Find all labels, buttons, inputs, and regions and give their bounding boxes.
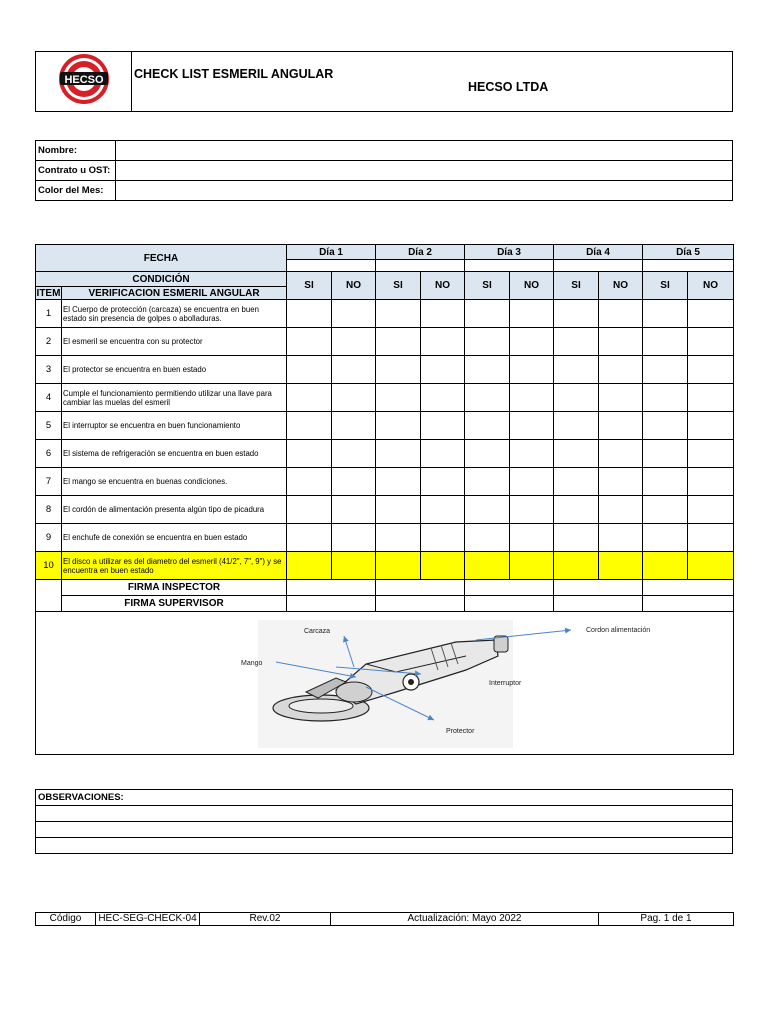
- no-header: NO: [599, 272, 643, 300]
- item-text: El interruptor se encuentra en buen funcionamiento: [62, 412, 287, 440]
- item-number: 4: [36, 384, 62, 412]
- check-cell[interactable]: [554, 328, 599, 356]
- table-row: [36, 496, 734, 524]
- item-number: 7: [36, 468, 62, 496]
- firma-inspector-label: FIRMA INSPECTOR: [62, 580, 287, 596]
- date-cell[interactable]: [643, 260, 734, 272]
- check-cell[interactable]: [421, 300, 465, 328]
- check-cell[interactable]: [465, 328, 510, 356]
- carcaza-label: Carcaza: [304, 628, 331, 635]
- check-cell[interactable]: [599, 328, 643, 356]
- check-cell[interactable]: [332, 524, 376, 552]
- check-cell[interactable]: [421, 328, 465, 356]
- contrato-field[interactable]: [116, 161, 733, 181]
- check-cell[interactable]: [332, 412, 376, 440]
- check-cell[interactable]: [510, 440, 554, 468]
- check-cell[interactable]: [287, 412, 332, 440]
- firma-cell[interactable]: [643, 580, 734, 596]
- item-number: 5: [36, 412, 62, 440]
- si-header: SI: [554, 272, 599, 300]
- check-cell[interactable]: [643, 440, 688, 468]
- check-cell[interactable]: [332, 552, 376, 580]
- check-cell[interactable]: [554, 552, 599, 580]
- si-header: SI: [287, 272, 332, 300]
- check-cell[interactable]: [688, 468, 734, 496]
- item-number: 8: [36, 496, 62, 524]
- firma-cell[interactable]: [554, 580, 643, 596]
- info-table: [35, 140, 733, 201]
- check-cell[interactable]: [421, 440, 465, 468]
- company-name: HECSO LTDA: [468, 80, 549, 94]
- check-cell[interactable]: [643, 328, 688, 356]
- check-cell[interactable]: [376, 496, 421, 524]
- check-cell[interactable]: [421, 496, 465, 524]
- table-row: [36, 328, 734, 356]
- angle-grinder-diagram: [36, 612, 732, 754]
- check-cell[interactable]: [287, 552, 332, 580]
- check-cell[interactable]: [421, 384, 465, 412]
- mango-label: Mango: [241, 660, 263, 667]
- check-cell[interactable]: [421, 552, 465, 580]
- check-cell[interactable]: [643, 468, 688, 496]
- check-cell[interactable]: [510, 300, 554, 328]
- check-cell[interactable]: [599, 384, 643, 412]
- check-cell[interactable]: [554, 496, 599, 524]
- info-label: Contrato u OST:: [36, 161, 116, 181]
- check-cell[interactable]: [376, 440, 421, 468]
- check-cell[interactable]: [376, 328, 421, 356]
- item-text: El esmeril se encuentra con su protector: [62, 328, 287, 356]
- check-cell[interactable]: [510, 496, 554, 524]
- checklist-table: [35, 244, 734, 755]
- check-cell[interactable]: [688, 328, 734, 356]
- observaciones-line[interactable]: [36, 822, 733, 838]
- check-cell[interactable]: [465, 356, 510, 384]
- si-header: SI: [465, 272, 510, 300]
- item-text: El cordón de alimentación presenta algún tipo de picadura: [62, 496, 287, 524]
- firma-cell[interactable]: [376, 580, 465, 596]
- observaciones-table: [35, 789, 733, 854]
- check-cell[interactable]: [510, 328, 554, 356]
- table-row: [36, 300, 734, 328]
- cordon-label: Cordon alimentación: [586, 627, 651, 634]
- check-cell[interactable]: [332, 468, 376, 496]
- check-cell[interactable]: [465, 412, 510, 440]
- actualizacion: Actualización: Mayo 2022: [331, 913, 599, 926]
- item-text: Cumple el funcionamiento permitiendo utilizar una llave para cambiar las muelas del esmeril: [62, 384, 287, 412]
- check-cell[interactable]: [554, 384, 599, 412]
- item-text: El protector se encuentra en buen estado: [62, 356, 287, 384]
- diagram-cell: [36, 612, 734, 755]
- check-cell[interactable]: [554, 356, 599, 384]
- info-label: Color del Mes:: [36, 181, 116, 201]
- check-cell[interactable]: [599, 356, 643, 384]
- no-header: NO: [332, 272, 376, 300]
- check-cell[interactable]: [688, 384, 734, 412]
- check-cell[interactable]: [688, 524, 734, 552]
- check-cell[interactable]: [376, 412, 421, 440]
- si-header: SI: [376, 272, 421, 300]
- check-cell[interactable]: [510, 356, 554, 384]
- no-header: NO: [421, 272, 465, 300]
- check-cell[interactable]: [465, 468, 510, 496]
- check-cell[interactable]: [332, 356, 376, 384]
- table-row: [36, 356, 734, 384]
- check-cell[interactable]: [643, 552, 688, 580]
- item-number: 10: [36, 552, 62, 580]
- table-row: [36, 468, 734, 496]
- firma-cell[interactable]: [287, 596, 376, 612]
- check-cell[interactable]: [287, 496, 332, 524]
- item-number: 9: [36, 524, 62, 552]
- check-cell[interactable]: [554, 300, 599, 328]
- check-cell[interactable]: [287, 300, 332, 328]
- firma-blank-cell: [36, 580, 62, 612]
- check-cell[interactable]: [287, 468, 332, 496]
- item-text: El mango se encuentra en buenas condiciones.: [62, 468, 287, 496]
- item-text: El enchufe de conexión se encuentra en buen estado: [62, 524, 287, 552]
- check-cell[interactable]: [421, 524, 465, 552]
- check-cell[interactable]: [643, 384, 688, 412]
- item-header: ITEM: [36, 287, 61, 299]
- check-cell[interactable]: [510, 412, 554, 440]
- firma-cell[interactable]: [465, 596, 554, 612]
- check-cell[interactable]: [332, 496, 376, 524]
- check-cell[interactable]: [599, 300, 643, 328]
- si-header: SI: [643, 272, 688, 300]
- info-label: Nombre:: [36, 141, 116, 161]
- nombre-field[interactable]: [116, 141, 733, 161]
- item-number: 2: [36, 328, 62, 356]
- check-cell[interactable]: [332, 440, 376, 468]
- observaciones-label: OBSERVACIONES:: [36, 790, 733, 806]
- check-cell[interactable]: [599, 524, 643, 552]
- info-row: [36, 181, 733, 201]
- check-cell[interactable]: [465, 440, 510, 468]
- document-footer: [35, 912, 734, 926]
- table-row: [36, 524, 734, 552]
- check-cell[interactable]: [376, 524, 421, 552]
- document-header: [35, 51, 733, 112]
- date-cell[interactable]: [287, 260, 376, 272]
- check-cell[interactable]: [599, 552, 643, 580]
- check-cell[interactable]: [332, 300, 376, 328]
- check-cell[interactable]: [287, 524, 332, 552]
- item-text: El sistema de refrigeración se encuentra en buen estado: [62, 440, 287, 468]
- date-cell[interactable]: [554, 260, 643, 272]
- check-cell[interactable]: [554, 440, 599, 468]
- check-cell[interactable]: [376, 468, 421, 496]
- protector-label: Protector: [446, 728, 475, 735]
- check-cell[interactable]: [332, 328, 376, 356]
- logo-cell: [36, 52, 132, 112]
- check-cell[interactable]: [554, 468, 599, 496]
- day-header: Día 1: [287, 245, 376, 260]
- check-cell[interactable]: [465, 524, 510, 552]
- check-cell[interactable]: [376, 300, 421, 328]
- item-text: El Cuerpo de protección (carcaza) se encuentra en buen estado sin presencia de golpes o abolladuras.: [62, 300, 287, 328]
- check-cell[interactable]: [688, 440, 734, 468]
- item-number: 3: [36, 356, 62, 384]
- document-title: CHECK LIST ESMERIL ANGULAR: [134, 67, 334, 81]
- check-cell[interactable]: [510, 384, 554, 412]
- check-cell[interactable]: [688, 552, 734, 580]
- day-header: Día 4: [554, 245, 643, 260]
- table-row: [36, 384, 734, 412]
- check-cell[interactable]: [643, 300, 688, 328]
- check-cell[interactable]: [287, 384, 332, 412]
- no-header: NO: [510, 272, 554, 300]
- check-cell[interactable]: [599, 412, 643, 440]
- firma-cell[interactable]: [554, 596, 643, 612]
- verificacion-header: VERIFICACION ESMERIL ANGULAR: [62, 287, 287, 300]
- item-text: El disco a utilizar es del diametro del esmeril (41/2", 7", 9") y se encuentra en buen estado: [62, 552, 287, 580]
- date-cell[interactable]: [376, 260, 465, 272]
- check-cell[interactable]: [421, 412, 465, 440]
- check-cell[interactable]: [421, 356, 465, 384]
- check-cell[interactable]: [554, 524, 599, 552]
- check-cell[interactable]: [643, 356, 688, 384]
- check-cell[interactable]: [287, 328, 332, 356]
- page-number: Pag. 1 de 1: [599, 913, 734, 926]
- firma-cell[interactable]: [376, 596, 465, 612]
- firma-cell[interactable]: [643, 596, 734, 612]
- check-cell[interactable]: [510, 468, 554, 496]
- table-row-highlighted: [36, 552, 734, 580]
- check-cell[interactable]: [465, 496, 510, 524]
- check-cell[interactable]: [465, 552, 510, 580]
- check-cell[interactable]: [376, 356, 421, 384]
- codigo-value: HEC-SEG-CHECK-04: [96, 913, 200, 926]
- day-header: Día 5: [643, 245, 734, 260]
- check-cell[interactable]: [554, 412, 599, 440]
- condicion-header: CONDICIÓN: [36, 272, 287, 287]
- color-mes-field[interactable]: [116, 181, 733, 201]
- logo-text: HECSO: [63, 74, 104, 86]
- firma-cell[interactable]: [287, 580, 376, 596]
- day-header: Día 2: [376, 245, 465, 260]
- check-cell[interactable]: [510, 552, 554, 580]
- codigo-label: Código: [36, 913, 96, 926]
- observaciones-line[interactable]: [36, 838, 733, 854]
- check-cell[interactable]: [510, 524, 554, 552]
- table-row: [36, 412, 734, 440]
- info-row: [36, 161, 733, 181]
- check-cell[interactable]: [599, 496, 643, 524]
- check-cell[interactable]: [287, 356, 332, 384]
- title-cell: [132, 52, 733, 112]
- check-cell[interactable]: [421, 468, 465, 496]
- check-cell[interactable]: [465, 300, 510, 328]
- info-row: [36, 141, 733, 161]
- check-cell[interactable]: [332, 384, 376, 412]
- check-cell[interactable]: [376, 552, 421, 580]
- day-header: Día 3: [465, 245, 554, 260]
- date-cell[interactable]: [465, 260, 554, 272]
- check-cell[interactable]: [643, 524, 688, 552]
- revision: Rev.02: [200, 913, 331, 926]
- check-cell[interactable]: [688, 356, 734, 384]
- fecha-header: FECHA: [36, 245, 287, 272]
- check-cell[interactable]: [688, 300, 734, 328]
- check-cell[interactable]: [599, 468, 643, 496]
- check-cell[interactable]: [643, 412, 688, 440]
- item-number: 1: [36, 300, 62, 328]
- check-cell[interactable]: [688, 412, 734, 440]
- hecso-logo: [54, 52, 114, 106]
- check-cell[interactable]: [287, 440, 332, 468]
- firma-supervisor-label: FIRMA SUPERVISOR: [62, 596, 287, 612]
- item-number: 6: [36, 440, 62, 468]
- check-cell[interactable]: [688, 496, 734, 524]
- interruptor-label: Interruptor: [489, 680, 522, 687]
- no-header: NO: [688, 272, 734, 300]
- check-cell[interactable]: [465, 384, 510, 412]
- check-cell[interactable]: [599, 440, 643, 468]
- table-row: [36, 440, 734, 468]
- check-cell[interactable]: [376, 384, 421, 412]
- check-cell[interactable]: [643, 496, 688, 524]
- observaciones-line[interactable]: [36, 806, 733, 822]
- firma-cell[interactable]: [465, 580, 554, 596]
